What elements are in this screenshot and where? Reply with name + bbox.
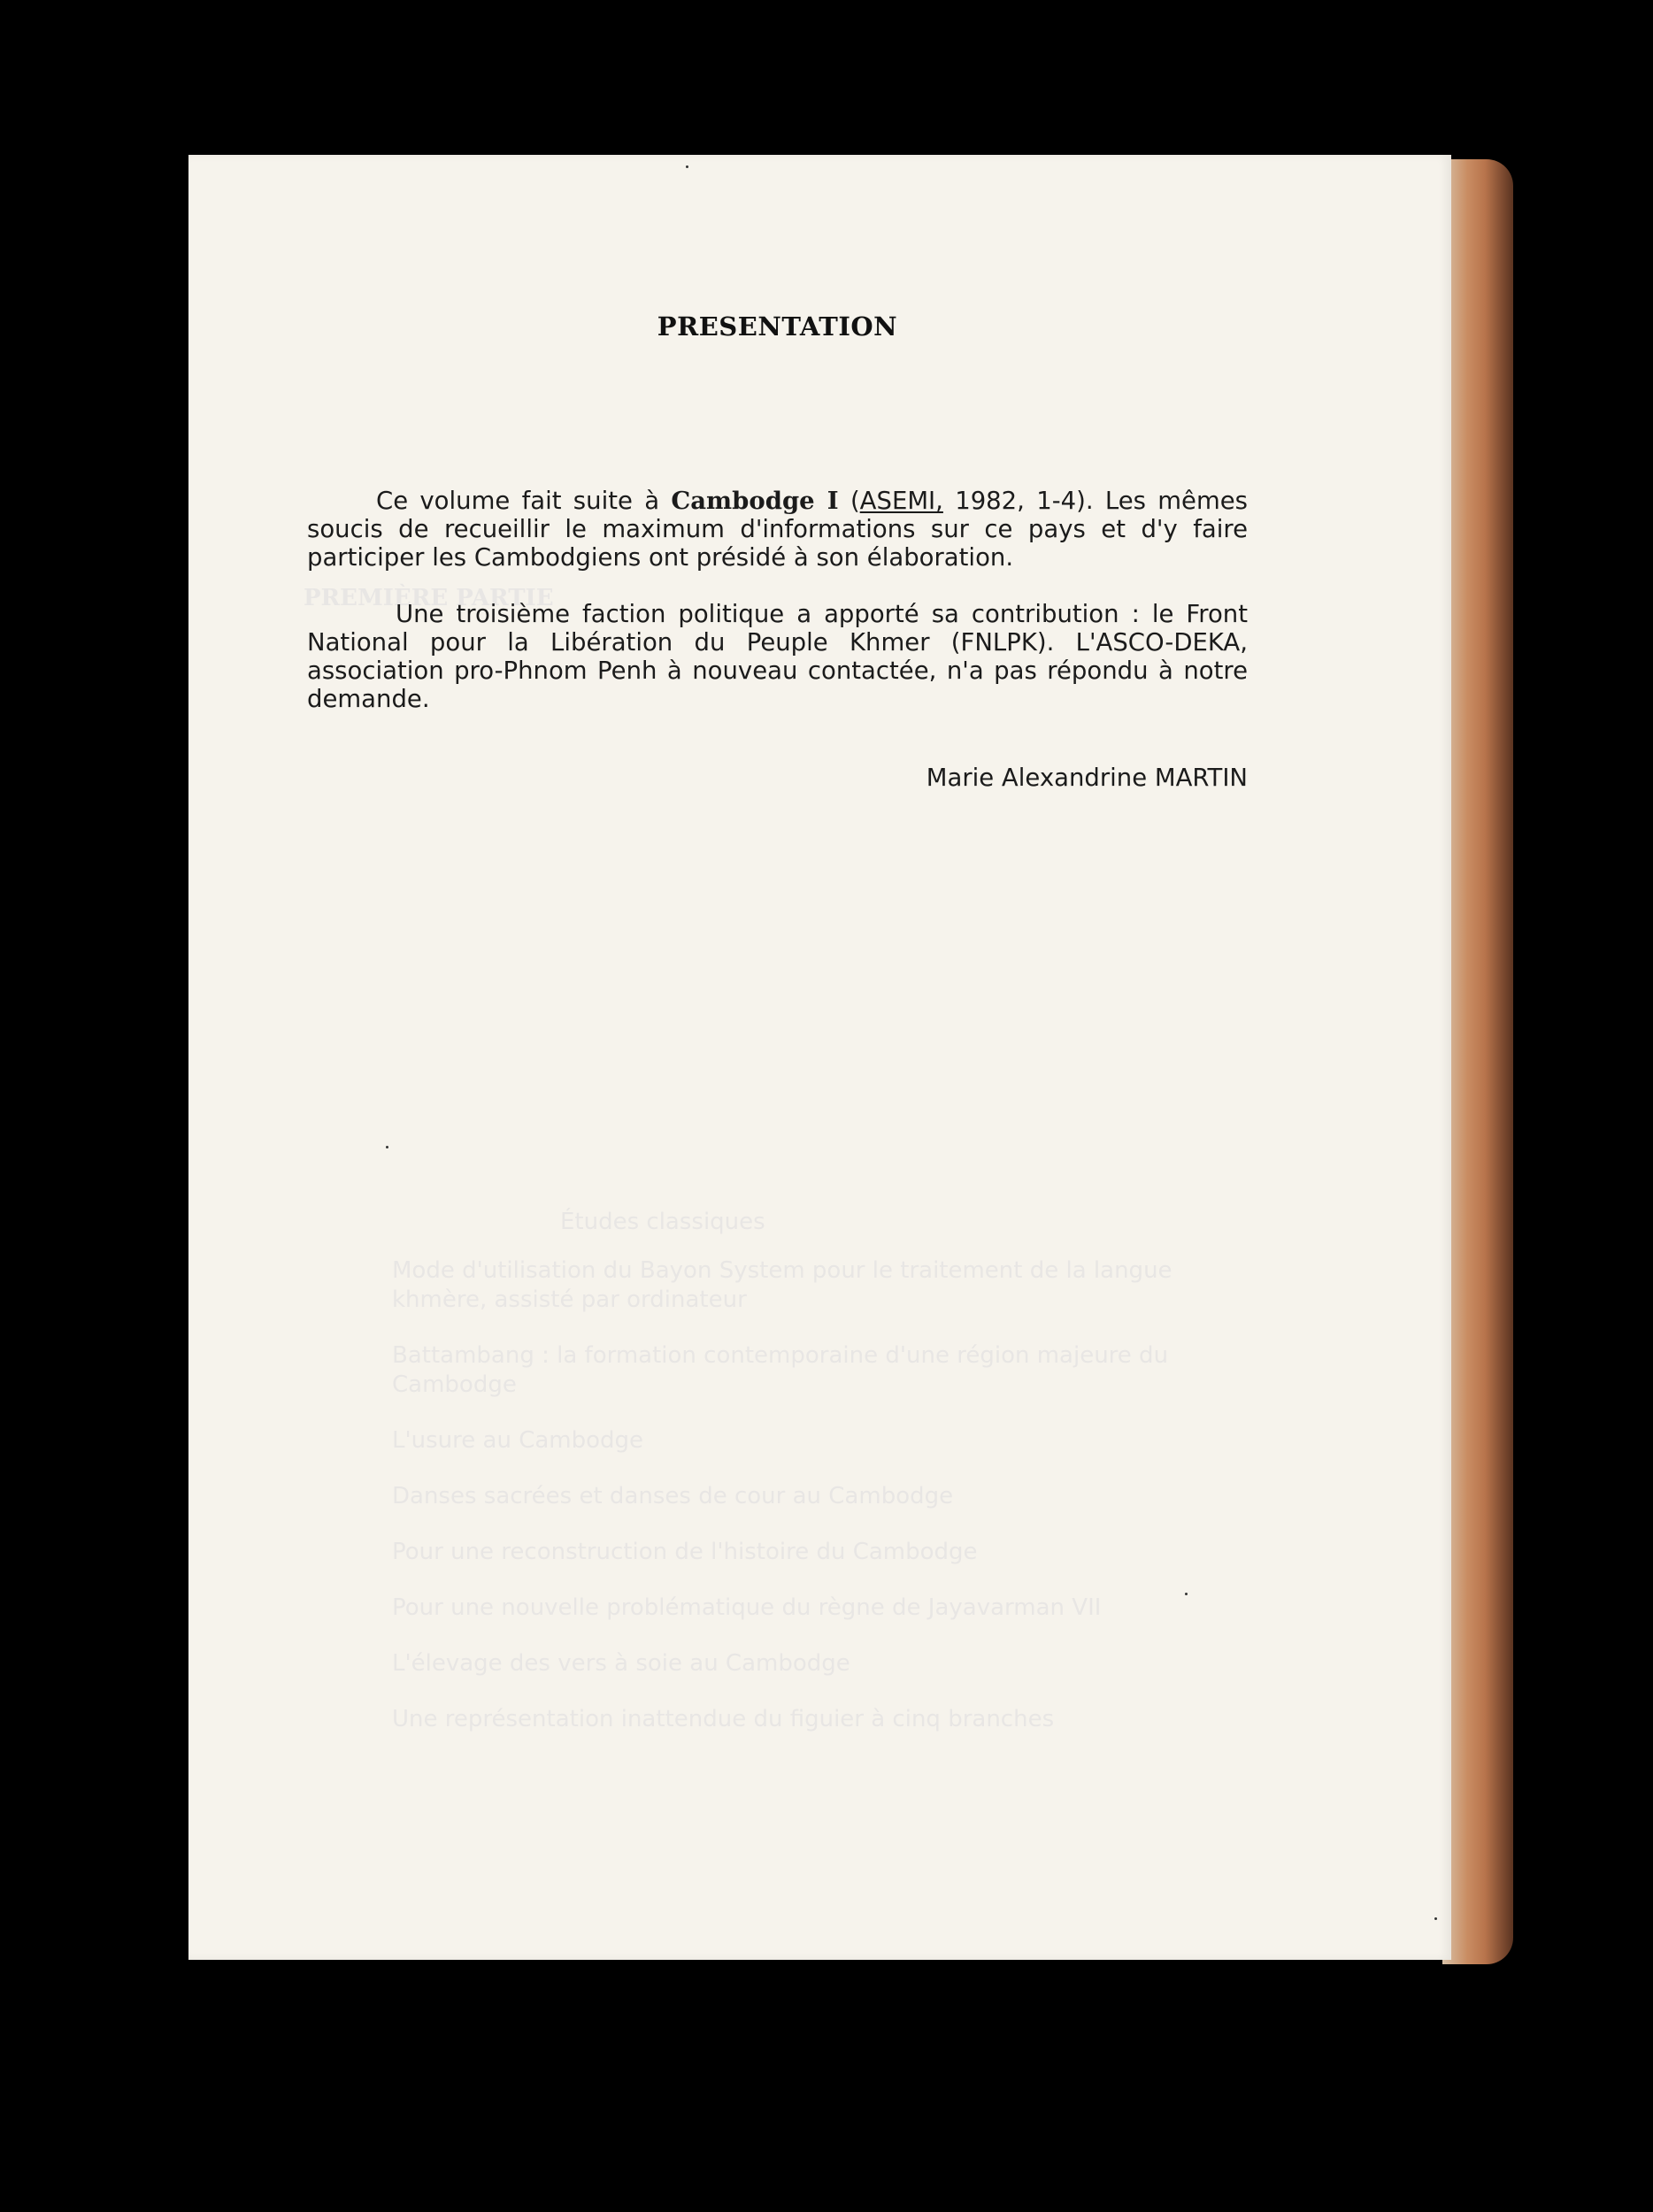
page-title: PRESENTATION — [657, 311, 898, 342]
paragraph-1-intro: Ce volume fait suite à — [376, 487, 672, 515]
paper-speck — [1434, 1917, 1437, 1920]
document-page — [188, 155, 1451, 1960]
work-title: Cambodge I — [671, 487, 839, 515]
paragraph-1 — [307, 487, 1248, 572]
show-through-text: Études classiques Mode d'utilisation du Bayon System pour le traitement de la langue khmère, assisté par ordinateur Battambang : la formation contemporaine d'une région majeure du Cambodge L'usure au Cambodge Danses sacrées et danses de cour au Cambodge Pour une reconstruction de l'histoire du Cambodge Pour une nouvelle problématique du règne de Jayavarman VII L'élevage des vers à soie au Cambodge Une représentation inattendue du figuier à cinq branches — [392, 1209, 1172, 1732]
paper-speck — [386, 1146, 388, 1148]
paragraph-1-citation: 1982, 1-4). Les mêmes soucis de recueillir le maximum d'informations sur ce pays et d'y faire participer les Cambodgiens ont présidé à son élaboration. — [307, 487, 1248, 572]
paper-speck — [686, 165, 688, 168]
reference-asemi: ASEMI, — [859, 487, 943, 515]
book-page-edges — [1442, 159, 1513, 1964]
paragraph-1-open-paren: ( — [838, 487, 860, 515]
paragraph-2: Une troisième faction politique a apporté sa contribution : le Front National pour la Libération du Peuple Khmer (FNLPK). L'ASCO-DEKA, association pro-Phnom Penh à nouveau contactée, n'a pas répondu à notre demande. — [307, 600, 1248, 713]
paper-speck — [1185, 1593, 1188, 1595]
show-through-heading: PREMIÈRE PARTIE — [304, 585, 554, 611]
author-signature: Marie Alexandrine MARTIN — [926, 764, 1248, 792]
